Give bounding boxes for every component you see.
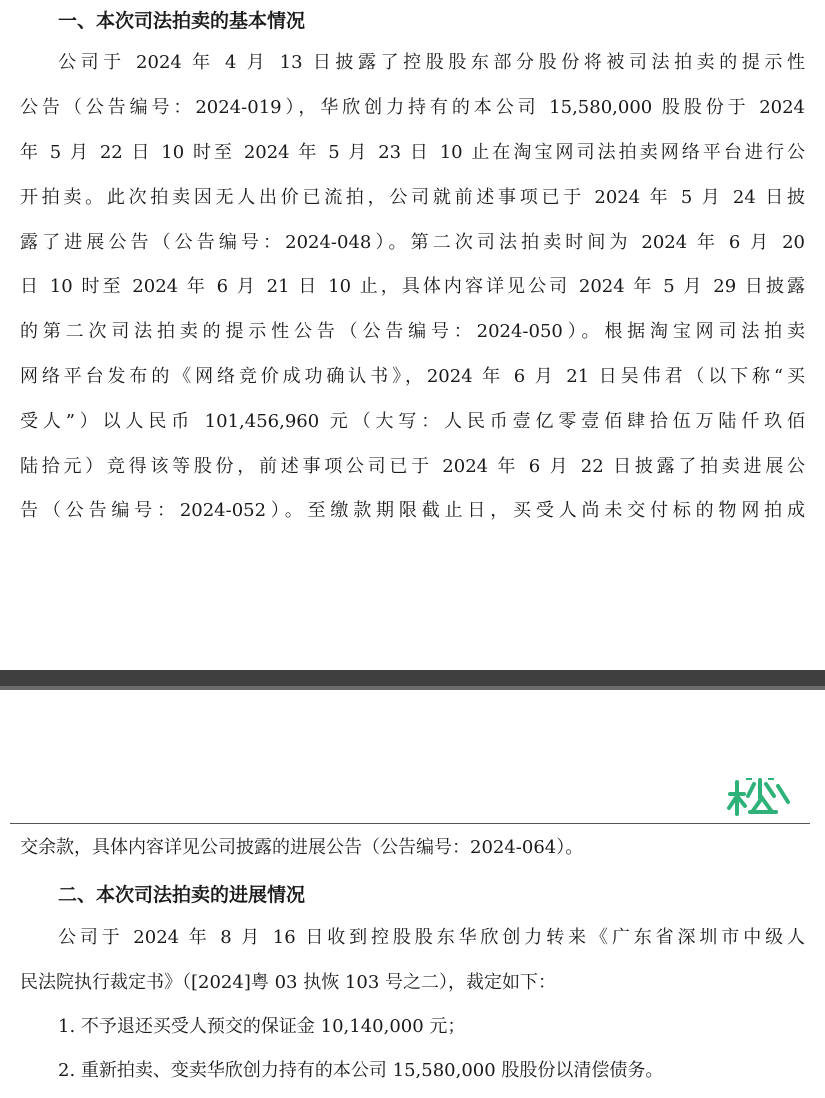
- section-2-heading: 二、本次司法拍卖的进展情况: [58, 884, 306, 906]
- paragraph-line: 陆拾元）竞得该等股份，前述事项公司已于 2024 年 6 月 22 日披露了拍卖进展公: [20, 456, 805, 477]
- section-1-heading: 一、本次司法拍卖的基本情况: [58, 10, 306, 32]
- paragraph-line: 公告（公告编号：2024-019），华欣创力持有的本公司 15,580,000 股股份于 2024: [20, 97, 805, 118]
- cninfo-logo-icon: [726, 776, 792, 816]
- paragraph-line: 日 10 时至 2024 年 6 月 21 日 10 止，具体内容详见公司 2024 年 5 月 29 日披露: [20, 276, 805, 297]
- paragraph-line: 年 5 月 22 日 10 时至 2024 年 5 月 23 日 10 止在淘宝网司法拍卖网络平台进行公: [20, 142, 805, 163]
- paragraph-line: 受人”）以人民币 101,456,960 元（大写：人民币壹亿零壹佰肆拾伍万陆仟玖佰: [20, 411, 805, 432]
- header-rule: [10, 823, 810, 824]
- paragraph-line: 公司于 2024 年 4 月 13 日披露了控股股东部分股份将被司法拍卖的提示性: [58, 52, 805, 73]
- paragraph-line: 开拍卖。此次拍卖因无人出价已流拍，公司就前述事项已于 2024 年 5 月 24 日披: [20, 187, 805, 208]
- paragraph-line: 网络平台发布的《网络竞价成功确认书》，2024 年 6 月 21 日吴伟君（以下称“买: [20, 366, 805, 387]
- paragraph-line: 公司于 2024 年 8 月 16 日收到控股股东华欣创力转来《广东省深圳市中级人: [58, 927, 805, 948]
- paragraph-line: 露了进展公告（公告编号：2024-048）。第二次司法拍卖时间为 2024 年 6 月 20: [20, 232, 805, 253]
- continuation-line: 交余款，具体内容详见公司披露的进展公告（公告编号：2024-064）。: [20, 837, 584, 858]
- paragraph-line: 民法院执行裁定书》（[2024]粤 03 执恢 103 号之二），裁定如下：: [20, 972, 556, 993]
- page-break-divider: [0, 670, 825, 690]
- ruling-item-1: 1. 不予退还买受人预交的保证金 10,140,000 元；: [58, 1016, 466, 1037]
- paragraph-line: 告（公告编号：2024-052）。至缴款期限截止日，买受人尚未交付标的物网拍成: [20, 500, 805, 521]
- paragraph-line: 的第二次司法拍卖的提示性公告（公告编号：2024-050）。根据淘宝网司法拍卖: [20, 321, 805, 342]
- ruling-item-2: 2. 重新拍卖、变卖华欣创力持有的本公司 15,580,000 股股份以清偿债务。: [58, 1060, 664, 1081]
